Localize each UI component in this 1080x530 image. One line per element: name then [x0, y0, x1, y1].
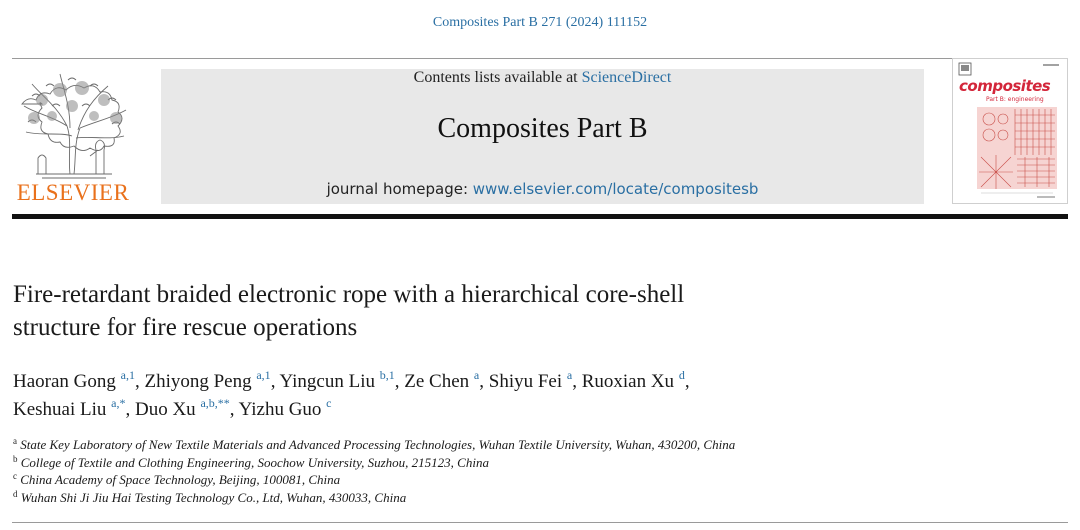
- affiliation-item: [13, 454, 1073, 472]
- author-affiliation-marker[interactable]: a,*: [111, 396, 126, 410]
- author-list: [13, 368, 1073, 424]
- author-name[interactable]: Yingcun Liu: [279, 371, 376, 392]
- author-name[interactable]: Keshuai Liu: [13, 399, 107, 420]
- author-name[interactable]: Shiyu Fei: [488, 371, 563, 392]
- journal-citation[interactable]: Composites Part B 271 (2024) 111152: [432, 15, 648, 30]
- title-line-2: structure for fire rescue operations: [13, 314, 358, 341]
- author[interactable]: [581, 368, 685, 392]
- header-rule-thick: [12, 214, 1068, 219]
- journal-homepage-link[interactable]: www.elsevier.com/locate/compositesb: [472, 180, 759, 198]
- author-separator: ,: [394, 371, 405, 392]
- author-name[interactable]: Ze Chen: [404, 371, 470, 392]
- author-separator: ,: [270, 371, 280, 392]
- author-separator: ,: [684, 371, 690, 392]
- affiliation-item: [13, 471, 1073, 489]
- affiliation-text: State Key Laboratory of New Textile Materials and Advanced Processing Technologies, Wuhan Textile University, Wuhan, 430200, China: [20, 437, 736, 452]
- author[interactable]: [488, 368, 573, 392]
- affiliation-text: China Academy of Space Technology, Beijing, 100081, China: [20, 472, 341, 487]
- author-separator: ,: [125, 399, 135, 420]
- sciencedirect-link[interactable]: ScienceDirect: [581, 69, 672, 86]
- author[interactable]: [279, 368, 395, 392]
- author-name[interactable]: Haoran Gong: [13, 371, 116, 392]
- journal-masthead: [161, 69, 924, 204]
- title-line-1: Fire-retardant braided electronic rope with a hierarchical core-shell: [13, 281, 685, 308]
- author-separator: ,: [229, 399, 239, 420]
- author-affiliation-marker[interactable]: a,1: [120, 368, 135, 382]
- affiliation-item: [13, 489, 1073, 507]
- homepage-prefix: journal homepage:: [326, 180, 473, 198]
- contents-prefix: Contents lists available at: [413, 69, 582, 86]
- article-title: [13, 278, 1013, 344]
- journal-cover[interactable]: [952, 58, 1068, 204]
- author-name[interactable]: Zhiyong Peng: [144, 371, 252, 392]
- cover-title: composites: [959, 77, 1051, 95]
- author-name[interactable]: Ruoxian Xu: [581, 371, 675, 392]
- author-affiliation-marker[interactable]: b,1: [379, 368, 395, 382]
- section-rule-bottom: [12, 522, 1068, 523]
- author[interactable]: [404, 368, 480, 392]
- author-affiliation-marker[interactable]: c: [326, 396, 332, 410]
- author-name[interactable]: Yizhu Guo: [238, 399, 322, 420]
- affiliation-item: [13, 436, 1073, 454]
- author[interactable]: [13, 396, 126, 420]
- affiliation-key: c: [13, 471, 17, 481]
- author[interactable]: [134, 396, 230, 420]
- author-separator: ,: [572, 371, 582, 392]
- affiliation-key: d: [13, 488, 18, 499]
- author-affiliation-marker[interactable]: d: [678, 368, 685, 382]
- contents-line: [161, 69, 924, 87]
- author-affiliation-marker[interactable]: a: [566, 368, 573, 382]
- author-separator: ,: [479, 371, 489, 392]
- affiliation-list: [13, 436, 1073, 506]
- author[interactable]: [144, 368, 271, 392]
- homepage-line: [161, 180, 924, 198]
- author[interactable]: [238, 396, 332, 420]
- affiliation-text: College of Textile and Clothing Engineering, Soochow University, Suzhou, 215123, China: [20, 454, 489, 470]
- author-name[interactable]: Duo Xu: [134, 399, 196, 420]
- author-affiliation-marker[interactable]: a,1: [256, 368, 271, 382]
- author-affiliation-marker[interactable]: a,b,**: [200, 396, 230, 410]
- affiliation-key: b: [13, 453, 18, 464]
- cover-subtitle: Part B: engineering: [986, 96, 1044, 103]
- affiliation-key: a: [13, 436, 17, 446]
- elsevier-wordmark: ELSEVIER: [16, 180, 130, 205]
- author-separator: ,: [134, 371, 145, 392]
- affiliation-text: Wuhan Shi Ji Jiu Hai Testing Technology Co., Ltd, Wuhan, 430033, China: [20, 489, 407, 505]
- author[interactable]: [13, 368, 135, 392]
- header-rule-top: [12, 58, 1068, 59]
- author-affiliation-marker[interactable]: a: [473, 368, 480, 382]
- journal-name[interactable]: Composites Part B: [437, 113, 648, 144]
